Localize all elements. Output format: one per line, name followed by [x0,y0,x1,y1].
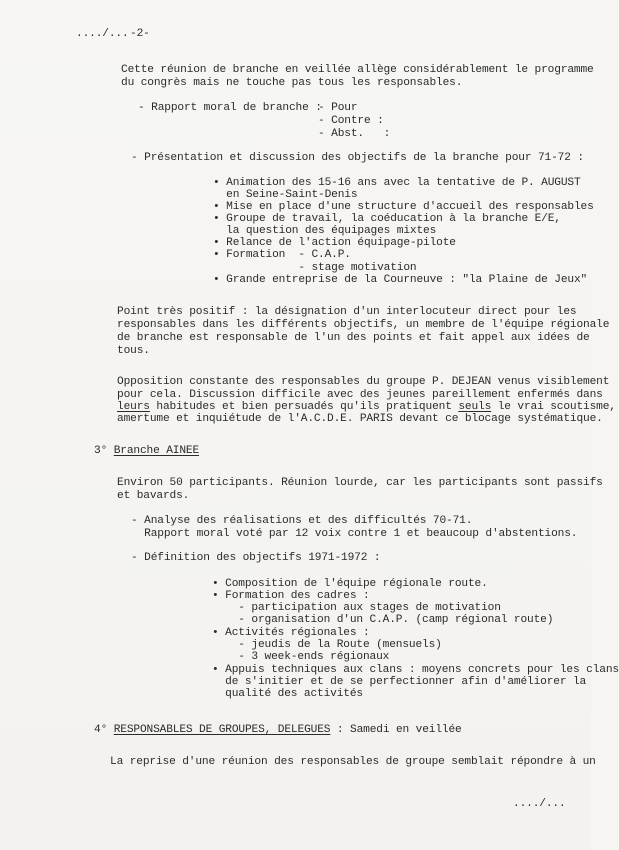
vote-abst: - Abst. : [318,128,391,140]
opposition-line: amertume et inquiétude de l'A.C.D.E. PARIS devant ce blocage systématique. [117,413,603,425]
objective-item: • Groupe de travail, la coéducation à la branche E/E, [213,213,561,225]
section-subtitle: : Samedi en veillée [330,724,462,736]
section-number: 3° [94,445,108,457]
vote-pour: - Pour [318,102,358,114]
objective-item: • Relance de l'action équipage-pilote [213,237,456,249]
positive-line: tous. [117,345,150,357]
presentation-heading: - Présentation et discussion des objectifs de la branche pour 71-72 : [131,152,584,164]
header-continuation: ..../... [76,28,129,40]
underlined-word: seuls [458,401,492,413]
objective-item: en Seine-Saint-Denis [213,189,358,201]
para1-line: du congrès mais ne touche pas tous les responsables. [121,77,463,89]
route-objective: • Composition de l'équipe régionale route. [212,578,488,590]
vote-contre: - Contre : [318,115,384,127]
objective-item: la question des équipages mixtes [213,225,437,237]
positive-line: responsables dans les différents objectifs, un membre de l'équipe régionale [117,319,610,331]
section-number: 4° [94,724,108,736]
section4-text: La reprise d'une réunion des responsables de groupe semblait répondre à un [110,756,596,768]
objective-item: • Grande entreprise de la Courneuve : "la Plaine de Jeux" [213,274,588,286]
analyse-line: Rapport moral voté par 12 voix contre 1 et beaucoup d'abstentions. [131,528,578,540]
opposition-text: habitudes et bien persuadés qu'ils pratiquent [149,401,459,413]
route-objective: - participation aux stages de motivation [212,602,501,614]
objective-item: • Mise en place d'une structure d'accueil des responsables [213,201,594,213]
route-objective: • Activités régionales : [212,627,370,639]
section-title: RESPONSABLES DE GROUPES, DELEGUES [113,724,331,736]
section4-heading [94,724,462,737]
footer-continuation: ..../... [513,798,566,810]
route-objective: • Appuis techniques aux clans : moyens concrets pour les clans [212,664,619,676]
route-objective: - organisation d'un C.A.P. (camp régional route) [212,614,554,626]
opposition-line: pour cela. Discussion difficile avec des jeunes pareillement enfermés dans [117,389,603,401]
analyse-line: - Analyse des réalisations et des difficultés 70-71. [131,515,473,527]
route-objective: - jeudis de la Route (mensuels) [212,639,442,651]
route-objective: • Formation des cadres : [212,590,370,602]
definition-heading: - Définition des objectifs 1971-1972 : [131,552,381,564]
objective-item: - stage motivation [213,262,417,274]
opposition-line: Opposition constante des responsables du groupe P. DEJEAN venus visiblement [117,376,610,388]
section-title: Branche AINEE [113,445,200,457]
positive-line: Point très positif : la désignation d'un interlocuteur direct pour les [117,306,577,318]
section3-heading [94,445,199,458]
page-number: -2- [130,28,150,40]
route-objective: - 3 week-ends régionaux [212,651,390,663]
para1-line: Cette réunion de branche en veillée allège considérablement le programme [121,64,594,76]
section3-intro: Environ 50 participants. Réunion lourde, car les participants sont passifs [117,477,603,489]
objective-item: • Animation des 15-16 ans avec la tentative de P. AUGUST [213,177,581,189]
underlined-word: leurs [117,401,150,413]
objective-item: • Formation - C.A.P. [213,249,351,261]
section3-intro: et bavards. [117,490,190,502]
route-objective: de s'initier et de se perfectionner afin d'améliorer la [212,676,587,688]
rapport-label: - Rapport moral de branche : [138,102,322,114]
route-objective: qualité des activités [212,688,363,700]
opposition-text: le vrai scoutisme, [491,401,616,413]
positive-line: de branche est responsable de l'un des points et fait appel aux idées de [117,332,590,344]
